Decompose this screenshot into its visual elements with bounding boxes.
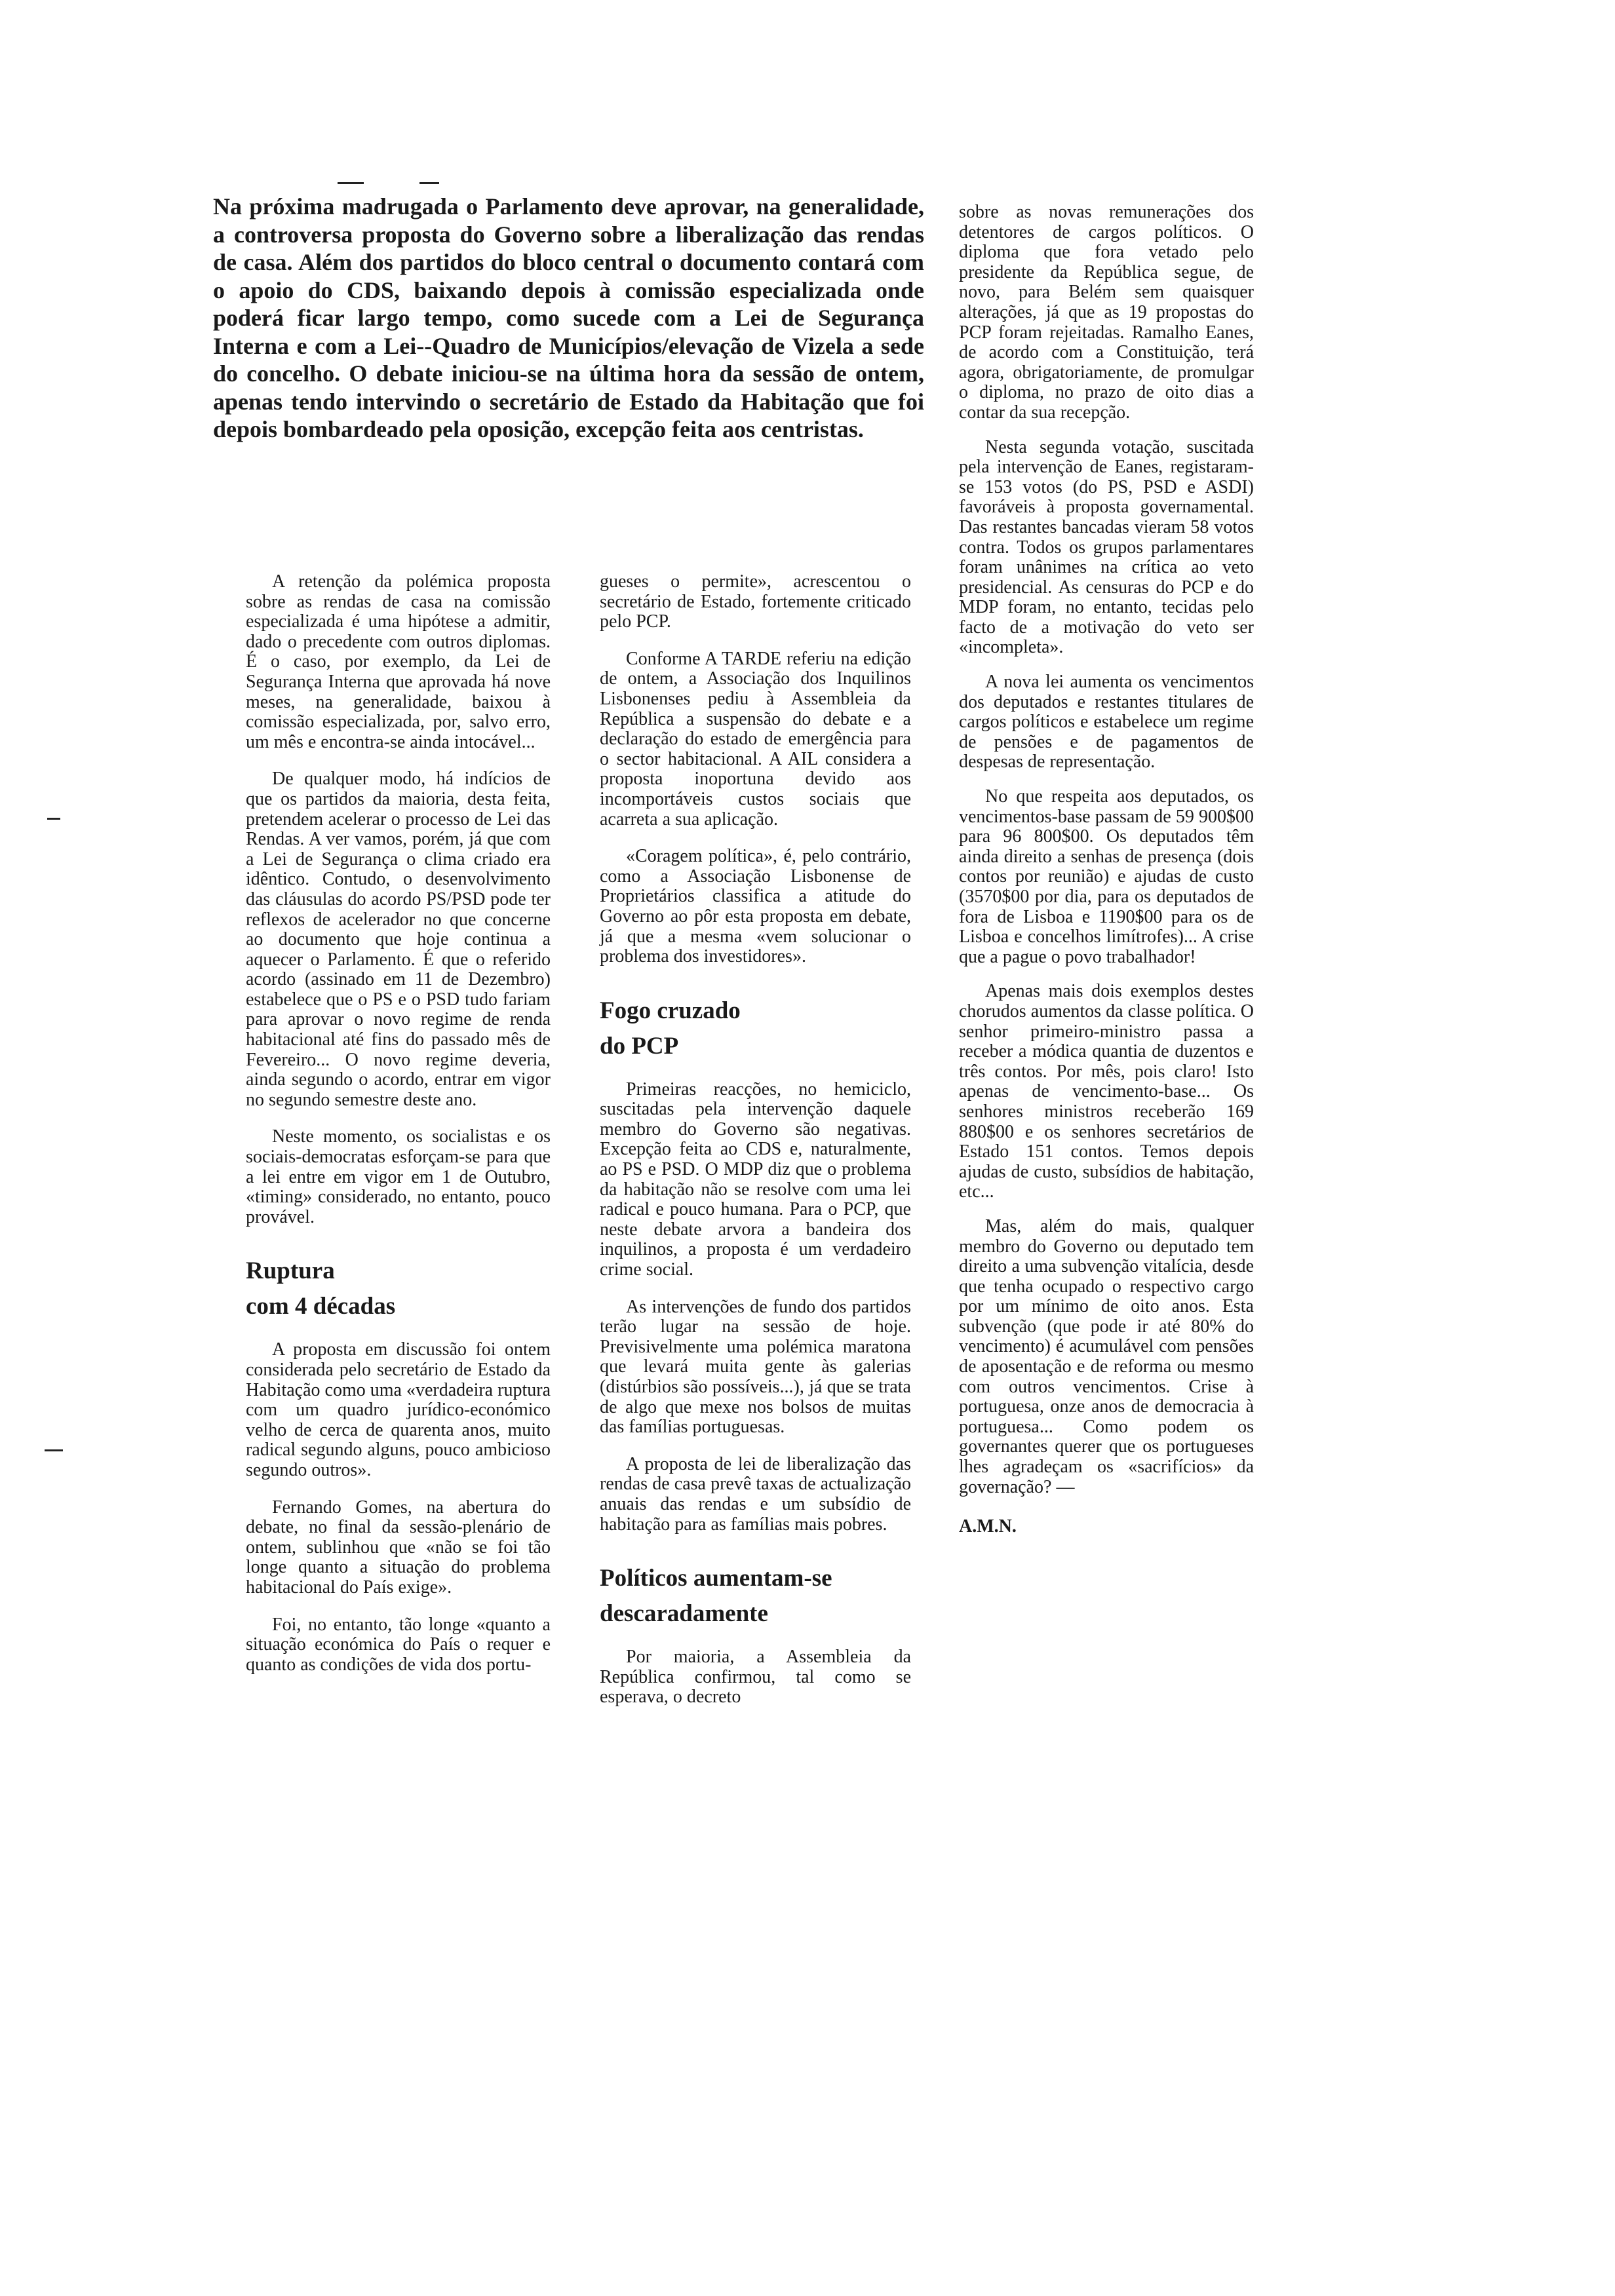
author-signature: A.M.N.	[959, 1516, 1017, 1537]
paragraph: Neste momento, os socialistas e os sociais-democratas esforçam-se para que a lei entre em vigor em 1 de Outubro, «timing» considerado, no entanto, pouco provável.	[246, 1126, 551, 1227]
paragraph: Apenas mais dois exemplos destes chorudos aumentos da classe política. O senhor primeiro-ministro passa a receber a módica quantia de duzentos e três contos. Por mês, pois claro! Isto apenas de vencimento-base... Os senhores ministros receberão 169 880$00 e os senhores secretários de Estado 151 contos. Temos depois ajudas de custo, subsídios de habitação, etc...	[959, 981, 1254, 1202]
paragraph: A proposta de lei de liberalização das rendas de casa prevê taxas de actualização anuais das rendas e um subsídio de habitação para as famílias mais pobres.	[600, 1453, 911, 1535]
column-1	[246, 572, 551, 1692]
heading-line: descaradamente	[600, 1600, 768, 1628]
paragraph: sobre as novas remunerações dos detentores de cargos políticos. O diploma que fora vetado pelo presidente da República segue, de novo, para Belém sem quaisquer alterações, já que as 19 propostas do PCP foram rejeitadas. Ramalho Eanes, de acordo com a Constituição, terá agora, obrigatoriamente, de promulgar o diploma, no prazo de oito dias a contar da sua recepção.	[959, 202, 1254, 423]
paragraph: Por maioria, a Assembleia da República confirmou, tal como se esperava, o decreto	[600, 1647, 911, 1708]
heading-line: Fogo cruzado	[600, 997, 741, 1024]
section-heading	[246, 1253, 551, 1324]
column-2	[600, 572, 911, 1725]
paragraph: A retenção da polémica proposta sobre as rendas de casa na comissão especializada é uma hipótese a admitir, dado o precedente com outros diplomas. É o caso, por exemplo, da Lei de Segurança Interna que aprovada há nove meses, na generalidade, baixou à comissão especializada, por, salvo erro, um mês e encontra-se ainda intocável...	[246, 571, 551, 752]
paragraph: Nesta segunda votação, suscitada pela intervenção de Eanes, registaram-se 153 votos (do PS, PSD e ASDI) favoráveis à proposta governamental. Das restantes bancadas vieram 58 votos contra. Todos os grupos parlamentares foram unânimes na crítica ao veto presidencial. As censuras do PCP e do MDP foram, no entanto, tecidas pelo facto de a motivação do veto ser «incompleta».	[959, 436, 1254, 658]
paragraph: No que respeita aos deputados, os vencimentos-base passam de 59 900$00 para 96 800$00. Os deputados têm ainda direito a senhas de presença (dois contos por reunião) e ajudas de custo (3570$00 por dia, para os deputados de fora de Lisboa e 1190$00 para os de Lisboa e concelhos limítrofes)... A crise que a pague o povo trabalhador!	[959, 786, 1254, 967]
paragraph: As intervenções de fundo dos partidos terão lugar na sessão de hoje. Previsivelmente uma polémica maratona que levará muita gente às galerias (distúrbios são possíveis...), já que se trata de algo que mexe nos bolsos de muitas das famílias portuguesas.	[600, 1296, 911, 1438]
paragraph: gueses o permite», acrescentou o secretário de Estado, fortemente criticado pelo PCP.	[600, 571, 911, 632]
paragraph: A nova lei aumenta os vencimentos dos deputados e restantes titulares de cargos políticos e estabelece um regime de pensões e de pagamentos de despesas de representação.	[959, 672, 1254, 773]
scan-mark	[47, 818, 60, 820]
scan-mark	[45, 1449, 63, 1451]
section-heading	[600, 993, 911, 1064]
heading-line: Políticos aumentam-se	[600, 1565, 832, 1592]
paragraph: Primeiras reacções, no hemiciclo, suscitadas pela intervenção daquele membro do Governo são negativas. Excepção feita ao CDS e, naturalmente, ao PS e PSD. O MDP diz que o problema da habitação não se resolve com uma lei radical e pouco humana. Para o PCP, que neste debate arvora a bandeira dos inquilinos, a proposta é um verdadeiro crime social.	[600, 1079, 911, 1280]
scan-mark	[338, 182, 364, 184]
paragraph: Mas, além do mais, qualquer membro do Governo ou deputado tem direito a uma subvenção vitalícia, desde que tenha ocupado o respectivo cargo por um mínimo de oito anos. Esta subvenção (que pode ir até 80% do vencimento) é acumulável com pensões de aposentação e de reforma ou mesmo com outros vencimentos. Crise à portuguesa, onze anos de democracia à portuguesa... Como podem os governantes querer que os portugueses lhes agradeçam os «sacrifícios» da governação? —	[959, 1215, 1254, 1497]
paragraph: Fernando Gomes, na abertura do debate, no final da sessão-plenário de ontem, sublinhou que «não se foi tão longe quanto a situação do problema habitacional do País exige».	[246, 1497, 551, 1598]
paragraph: «Coragem política», é, pelo contrário, como a Associação Lisbonense de Proprietários classifica a atitude do Governo ao pôr esta proposta em debate, já que a mesma «vem solucionar o problema dos investidores».	[600, 846, 911, 967]
paragraph: Conforme A TARDE referiu na edição de ontem, a Associação dos Inquilinos Lisbonenses pediu à Assembleia da República a suspensão do debate e a declaração do estado de emergência para o sector habitacional. A AIL considera a proposta inoportuna devido aos incomportáveis custos sociais que acarreta a sua aplicação.	[600, 648, 911, 830]
paragraph: A proposta em discussão foi ontem considerada pelo secretário de Estado da Habitação como uma «verdadeira ruptura com um quadro jurídico-económico velho de cerca de quarenta anos, muito radical segundo alguns, pouco ambicioso segundo outros».	[246, 1339, 551, 1480]
paragraph: Foi, no entanto, tão longe «quanto a situação económica do País o requer e quanto as condições de vida dos portu-	[246, 1614, 551, 1675]
heading-line: do PCP	[600, 1032, 679, 1060]
scan-mark	[419, 182, 439, 184]
section-heading	[600, 1561, 911, 1632]
article-lede: Na próxima madrugada o Parlamento deve aprovar, na generalidade, a controversa proposta do Governo sobre a liberalização das rendas de casa. Além dos partidos do bloco central o documento contará com o apoio do CDS, baixando depois à comissão especializada onde poderá ficar largo tempo, como sucede com a Lei de Segurança Interna e com a Lei--Quadro de Municípios/elevação de Vizela a sede do concelho. O debate iniciou-se na última hora da sessão de ontem, apenas tendo intervindo o secretário de Estado da Habitação que foi depois bombardeado pela oposição, excepção feita aos centristas.	[213, 193, 924, 442]
column-3	[959, 202, 1254, 1537]
heading-line: Ruptura	[246, 1257, 335, 1285]
heading-line: com 4 décadas	[246, 1293, 396, 1320]
paragraph: De qualquer modo, há indícios de que os partidos da maioria, desta feita, pretendem acelerar o processo de Lei das Rendas. A ver vamos, porém, já que com a Lei de Segurança o clima criado era idêntico. Contudo, o desenvolvimento das cláusulas do acordo PS/PSD pode ter reflexos de acelerador no que concerne ao documento que hoje continua a aquecer o Parlamento. É que o referido acordo (assinado em 11 de Dezembro) estabelece que o PS e o PSD tudo fariam para aprovar o novo regime de renda habitacional até fins do passado mês de Fevereiro... O novo regime deveria, ainda segundo o acordo, entrar em vigor no segundo semestre deste ano.	[246, 769, 551, 1110]
